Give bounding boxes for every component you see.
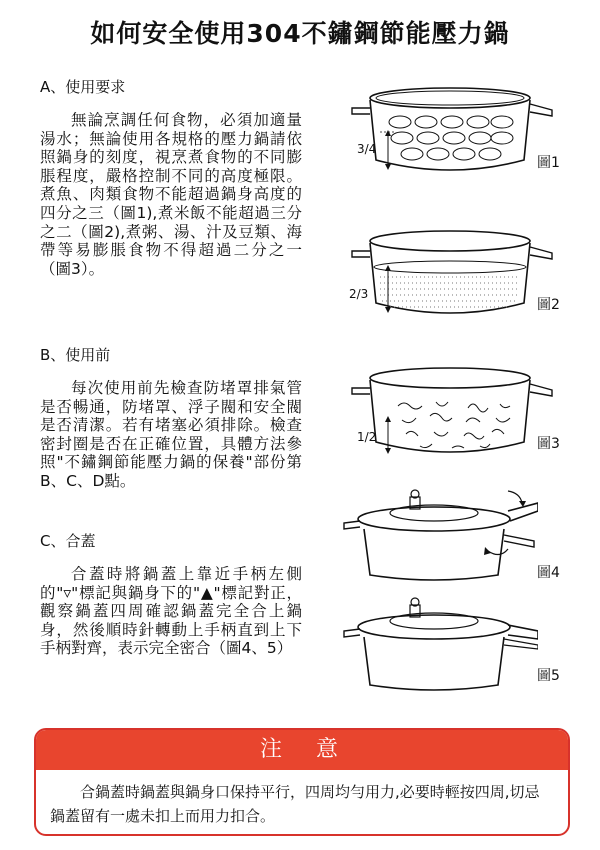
- notice-text: 合鍋蓋時鍋蓋與鍋身口保持平行，四周均勻用力,必要時輕按四周,切忌鍋蓋留有一處未扣上而用力扣合。: [50, 783, 540, 825]
- notice-heading: 注 意: [36, 730, 568, 770]
- fraction-label-2: 2/3: [349, 287, 369, 301]
- figure-label-5: 圖5: [537, 668, 560, 684]
- figure-label-4: 圖4: [537, 565, 560, 581]
- figure-label-1: 圖1: [537, 155, 560, 171]
- pot-lid-figure-4: [338, 483, 538, 583]
- pot-figure-3: [340, 362, 555, 467]
- section-a-text: 無論烹調任何食物，必須加適量湯水；無論使用各規格的壓力鍋請依照鍋身的刻度，視烹煮食物的不同膨脹程度，嚴格控制不同的高度極限。煮魚、肉類食物不能超過鍋身高度的四分之三（圖1),煮米飯不能超過三分之二（圖2),煮粥、湯、汁及豆類、海帶等易膨脹食物不得超過二分之一（圖3）。: [40, 111, 302, 278]
- section-a-heading: A、使用要求: [40, 78, 126, 96]
- figure-label-3: 圖3: [537, 436, 560, 452]
- section-c-text: 合蓋時將鍋蓋上靠近手柄左側的"▿"標記與鍋身下的"▲"標記對正，觀察鍋蓋四周確認鍋蓋完全合上鍋身，然後順時針轉動上手柄直到上下手柄對齊，表示完全密合（圖4、5）: [40, 565, 302, 658]
- fraction-label-3: 1/2: [357, 430, 377, 444]
- section-b-heading: B、使用前: [40, 346, 111, 364]
- page-title: 如何安全使用304不鏽鋼節能壓力鍋: [90, 19, 510, 48]
- section-c-heading: C、合蓋: [40, 532, 96, 550]
- notice-box: [34, 728, 570, 836]
- fraction-label-1: 3/4: [357, 142, 377, 156]
- figure-label-2: 圖2: [537, 297, 560, 313]
- pot-figure-2: [340, 225, 555, 325]
- section-b-text: 每次使用前先檢查防堵罩排氣管是否暢通，防堵罩、浮子閥和安全閥是否清潔。若有堵塞必須排除。檢查密封圈是否在正確位置，具體方法參照"不鏽鋼節能壓力鍋的保養"部份第B、C、D點。: [40, 379, 302, 490]
- pot-figure-1: [340, 80, 555, 185]
- pot-lid-figure-5: [338, 595, 538, 695]
